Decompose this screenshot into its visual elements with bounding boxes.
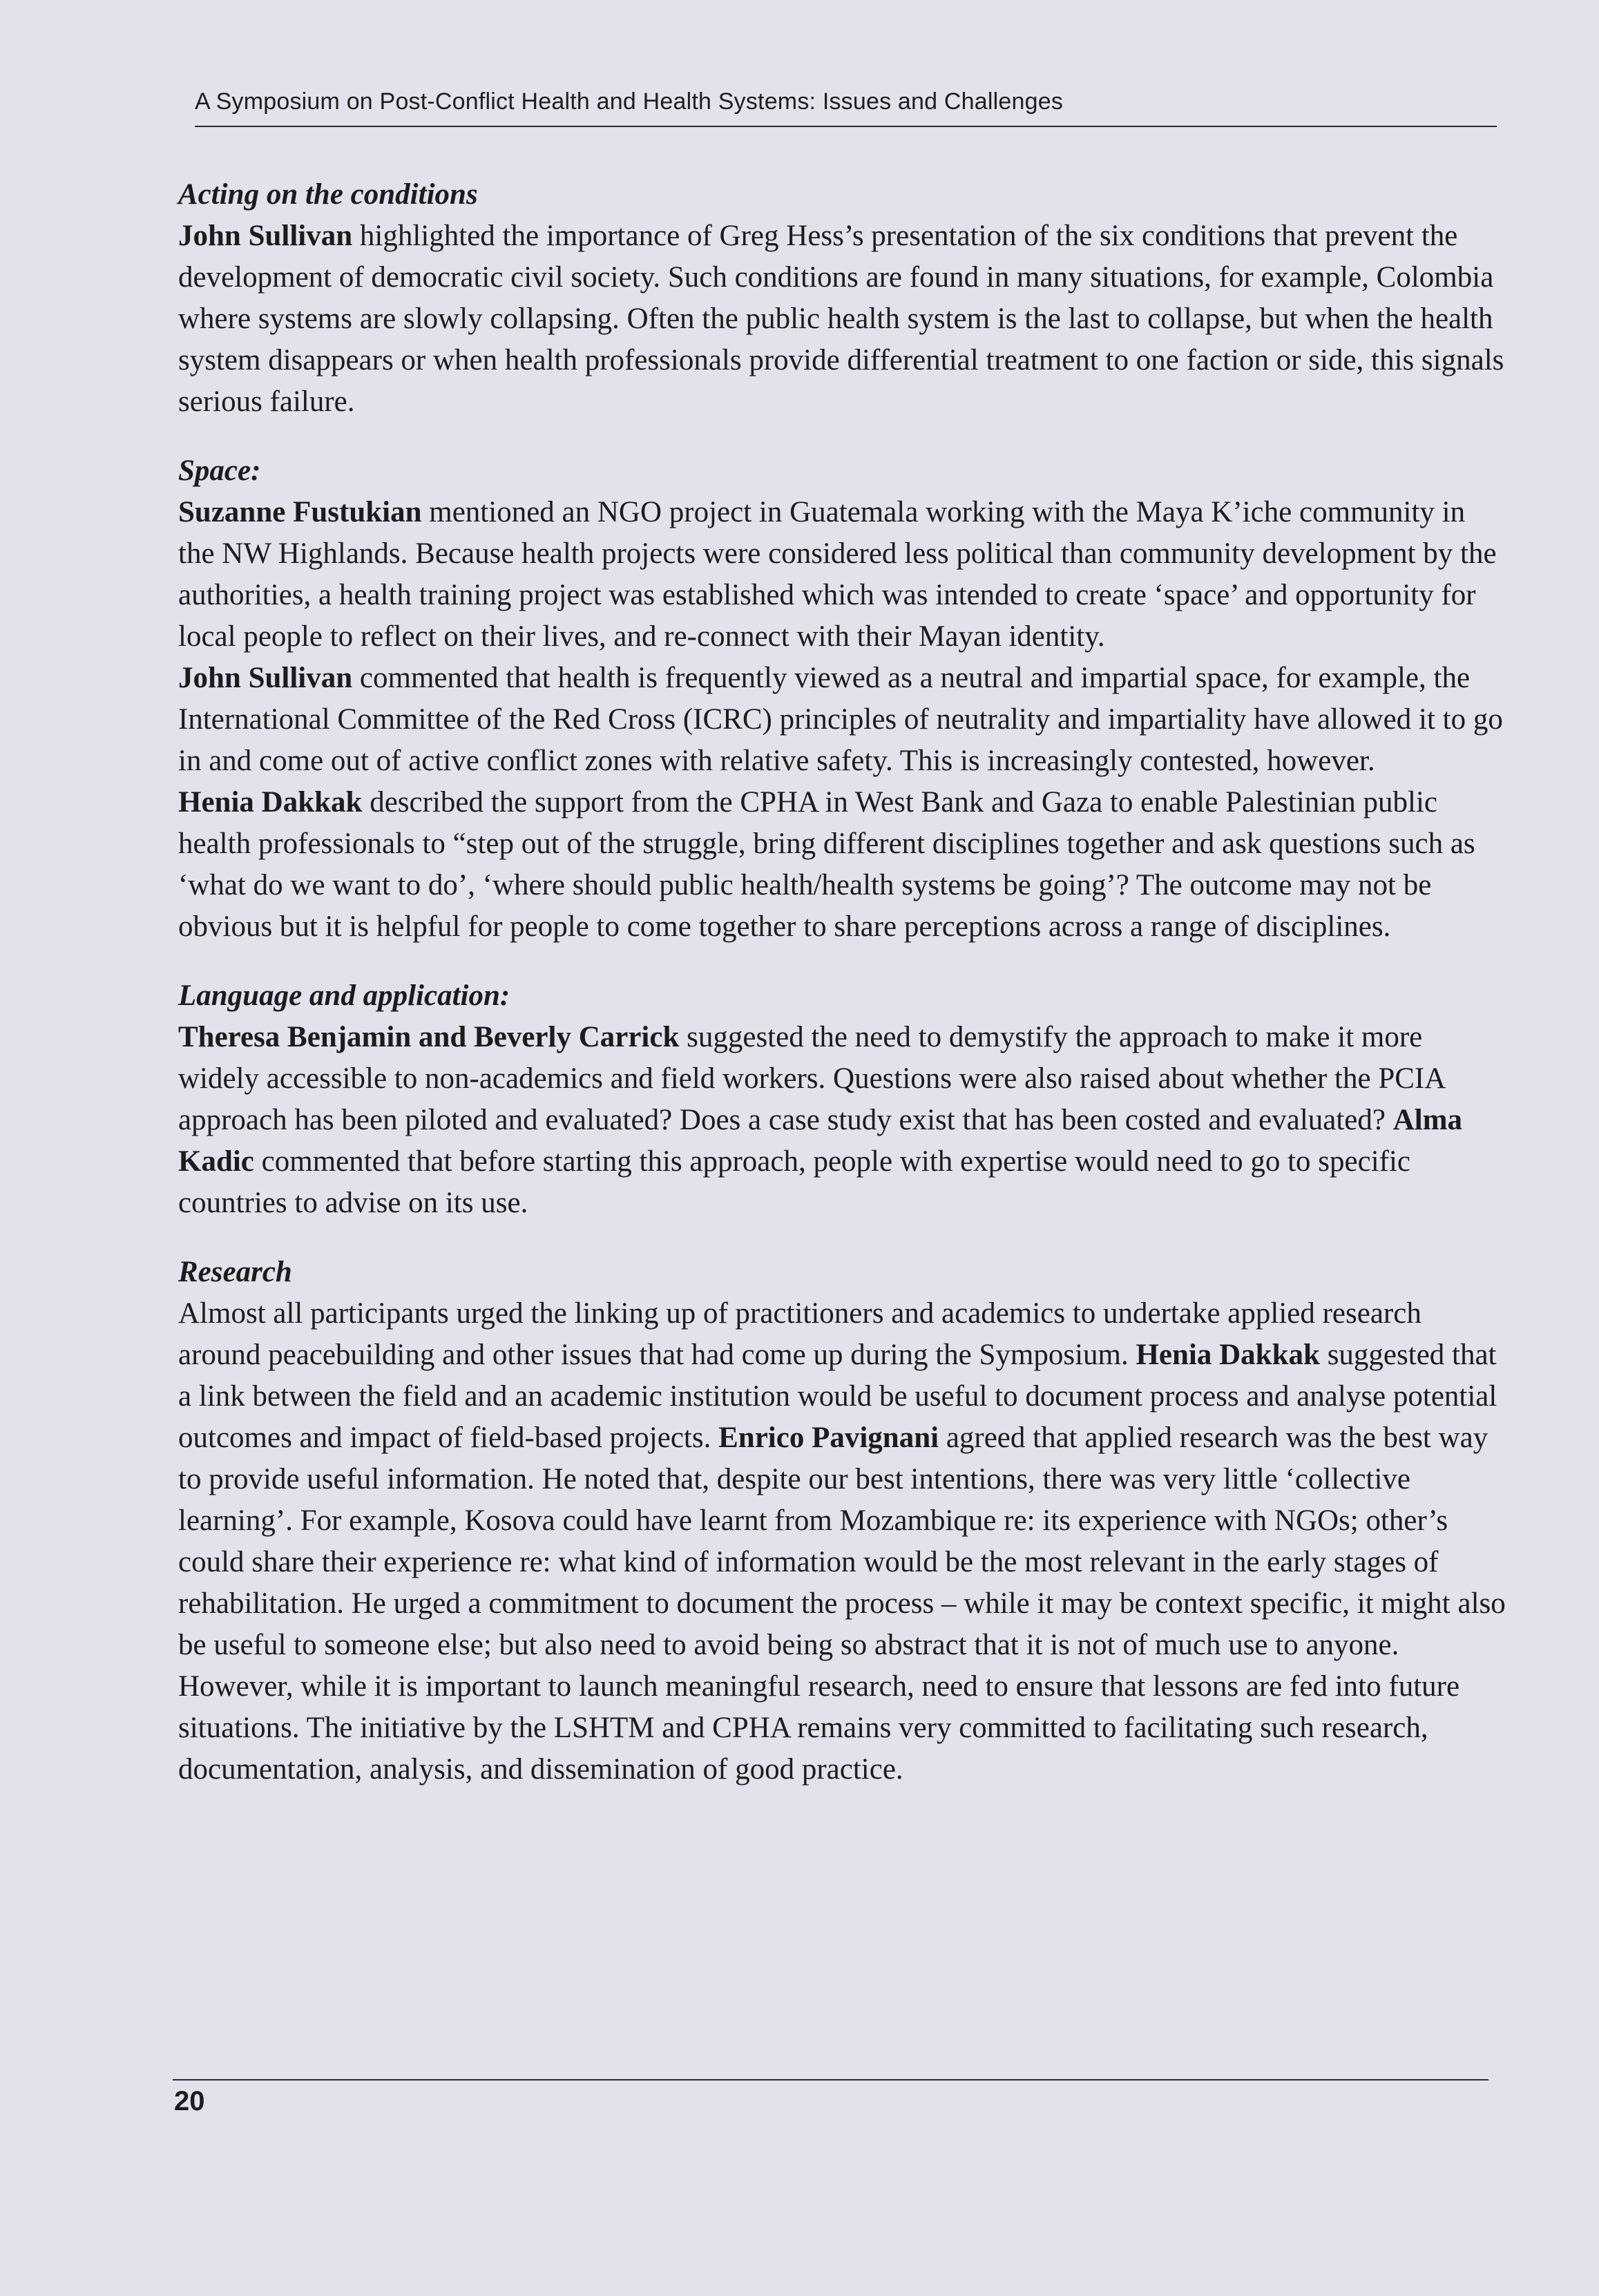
paragraph-text: described the support from the CPHA in West Bank and Gaza to enable Palestinian public health professionals to “step out of the struggle, bring different disciplines together and ask questions such as ‘what do we want to do’, ‘where should public health/health systems be going’? The outcome may not be obvious but it is helpful for people to come together to share perceptions across a range of disciplines. <box>178 786 1475 943</box>
speaker-name: Henia Dakkak <box>178 786 363 819</box>
speaker-name: Enrico Pavignani <box>718 1422 939 1454</box>
section-acting-on-conditions <box>178 174 1508 423</box>
paragraph <box>178 658 1508 782</box>
paragraph-text: suggested the need to demystify the approach to make it more widely accessible to non-academics and field workers. Questions were also raised about whether the PCIA approach has been piloted and evaluated? Does a case study exist that has been costed and evaluated? <box>178 1021 1444 1136</box>
section-heading: Language and application: <box>178 979 510 1012</box>
paragraph <box>178 492 1508 658</box>
paragraph <box>178 216 1508 423</box>
footer-rule <box>173 2079 1488 2080</box>
paragraph-text: commented that before starting this approach, people with expertise would need to go to specific countries to advise on its use. <box>178 1145 1411 1219</box>
paragraph <box>178 1017 1508 1224</box>
running-header: A Symposium on Post-Conflict Health and Health Systems: Issues and Challenges <box>195 88 1064 115</box>
page-number: 20 <box>174 2086 205 2116</box>
section-heading: Space: <box>178 455 261 487</box>
speaker-name: John Sullivan <box>178 220 353 252</box>
speaker-name: Alma Kadic <box>178 1104 1463 1178</box>
header-rule <box>195 126 1497 127</box>
speaker-name: John Sullivan <box>178 662 353 694</box>
section-language-and-application <box>178 975 1508 1224</box>
paragraph-text: commented that health is frequently viewed as a neutral and impartial space, for example, the International Committee of the Red Cross (ICRC) principles of neutrality and impartiality have allowed it to go in and come out of active conflict zones with relative safety. This is increasingly contested, however. <box>178 662 1503 777</box>
section-heading: Research <box>178 1256 292 1288</box>
paragraph-text: highlighted the importance of Greg Hess’s presentation of the six conditions that prevent the development of democratic civil society. Such conditions are found in many situations, for example, Colombia where systems are slowly collapsing. Often the public health system is the last to collapse, but when the health system disappears or when health professionals provide differential treatment to one faction or side, this signals serious failure. <box>178 220 1504 418</box>
speaker-name: Henia Dakkak <box>1136 1339 1320 1371</box>
section-research <box>178 1252 1508 1790</box>
section-heading: Acting on the conditions <box>178 178 478 211</box>
speaker-name: Suzanne Fustukian <box>178 496 422 528</box>
speaker-name: Theresa Benjamin and Beverly Carrick <box>178 1021 680 1053</box>
paragraph-text: mentioned an NGO project in Guatemala working with the Maya K’iche community in the NW Highlands. Because health projects were considered less political than community development by the authorities, a health training project was established which was intended to create ‘space’ and opportunity for local people to reflect on their lives, and re-connect with their Mayan identity. <box>178 496 1497 653</box>
section-space <box>178 450 1508 948</box>
paragraph-text: Almost all participants urged the linking up of practitioners and academics to undertake applied research around peacebuilding and other issues that had come up during the Symposium. <box>178 1297 1421 1371</box>
paragraph-text: suggested that a link between the field and an academic institution would be useful to document process and analyse potential outcomes and impact of field-based projects. <box>178 1339 1497 1454</box>
paragraph <box>178 782 1508 948</box>
paragraph-text: agreed that applied research was the best way to provide useful information. He noted that, despite our best intentions, there was very little ‘collective learning’. For example, Kosova could have learnt from Mozambique re: its experience with NGOs; other’s could share their experience re: what kind of information would be the most relevant in the early stages of rehabilitation. He urged a commitment to document the process – while it may be context specific, it might also be useful to someone else; but also need to avoid being so abstract that it is not of much use to anyone. However, while it is important to launch meaningful research, need to ensure that lessons are fed into future situations. The initiative by the LSHTM and CPHA remains very committed to facilitating such research, documentation, analysis, and dissemination of good practice. <box>178 1422 1506 1786</box>
paragraph <box>178 1293 1508 1790</box>
page-body <box>178 174 1508 1818</box>
